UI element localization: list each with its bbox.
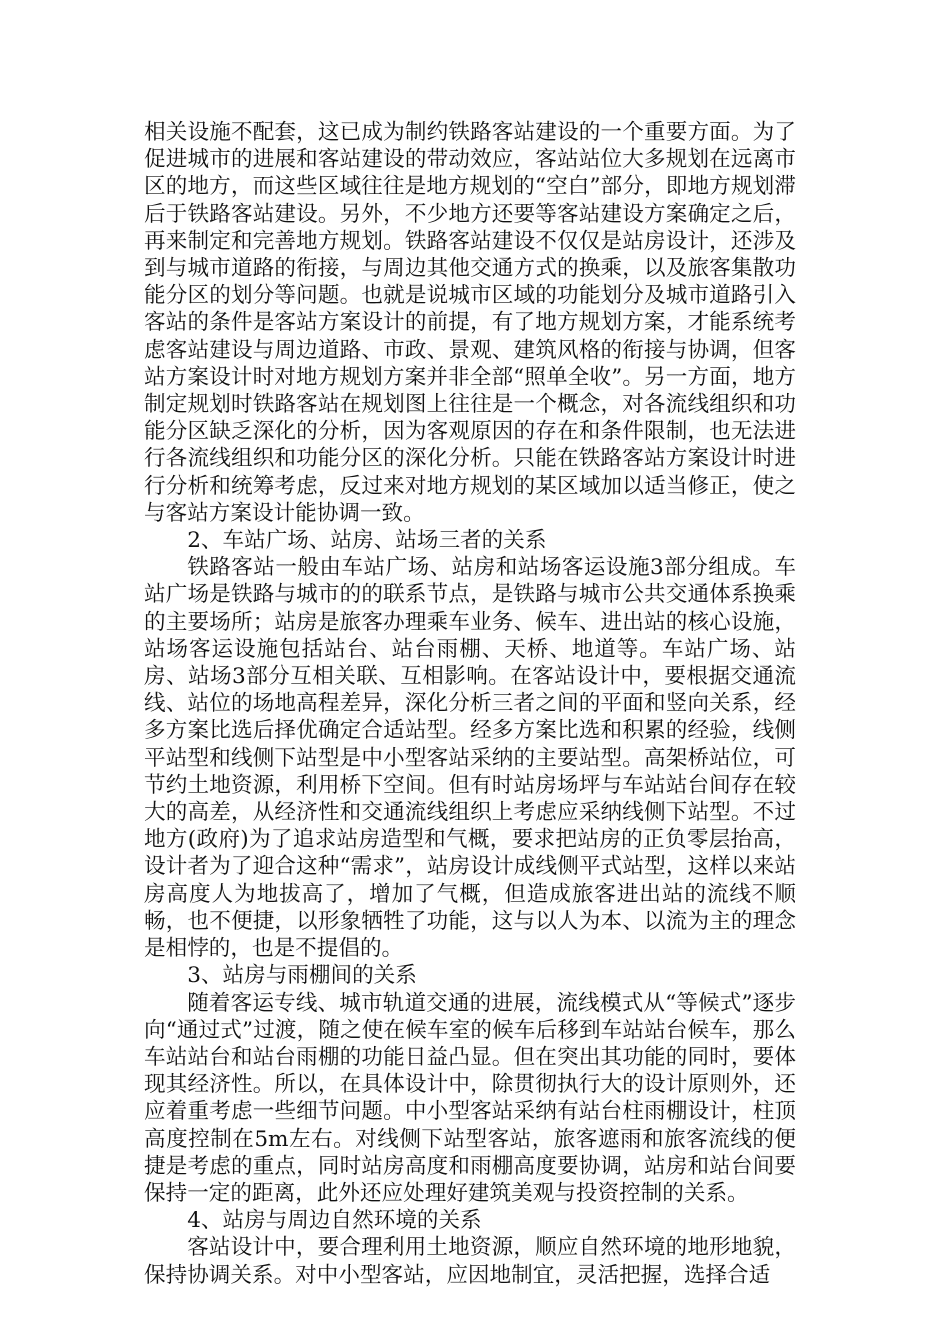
paragraph-section-4: 客站设计中，要合理利用土地资源，顺应自然环境的地形地貌，保持协调关系。对中小型客站，应因地制宜，灵活把握，选择合适: [144, 1235, 796, 1288]
paragraph-section-3: 随着客运专线、城市轨道交通的进展，流线模式从“等候式”逐步向“通过式”过渡，随之使在候车室的候车后移到车站站台候车，那么车站站台和站台雨棚的功能日益凸显。但在突出其功能的同时，要体现其经济性。所以，在具体设计中，除贯彻执行大的设计原则外，还应着重考虑一些细节问题。中小型客站采纳有站台柱雨棚设计，柱顶高度控制在5m左右。对线侧下站型客站，旅客遮雨和旅客流线的便捷是考虑的重点，同时站房高度和雨棚高度要协调，站房和站台间要保持一定的距离，此外还应处理好建筑美观与投资控制的关系。: [144, 990, 796, 1206]
paragraph-intro: 相关设施不配套，这已成为制约铁路客站建设的一个重要方面。为了促进城市的进展和客站建设的带动效应，客站站位大多规划在远离市区的地方，而这些区域往往是地方规划的“空白”部分，即地方规划滞后于铁路客站建设。另外，不少地方还要等客站建设方案确定之后，再来制定和完善地方规划。铁路客站建设不仅仅是站房设计，还涉及到与城市道路的衔接，与周边其他交通方式的换乘，以及旅客集散功能分区的划分等问题。也就是说城市区域的功能划分及城市道路引入客站的条件是客站方案设计的前提，有了地方规划方案，才能系统考虑客站建设与周边道路、市政、景观、建筑风格的衔接与协调，但客站方案设计时对地方规划方案并非全部“照单全收”。另一方面，地方制定规划时铁路客站在规划图上往往是一个概念，对各流线组织和功能分区缺乏深化的分析，因为客观原因的存在和条件限制，也无法进行各流线组织和功能分区的深化分析。只能在铁路客站方案设计时进行分析和统筹考虑，反过来对地方规划的某区域加以适当修正，使之与客站方案设计能协调一致。: [144, 120, 796, 526]
section-heading-4: 4、站房与周边自然环境的关系: [187, 1208, 482, 1234]
section-heading-3: 3、站房与雨棚间的关系: [187, 963, 417, 989]
section-heading-2: 2、车站广场、站房、站场三者的关系: [187, 528, 547, 554]
document-page: [144, 119, 796, 1289]
paragraph-section-2: 铁路客站一般由车站广场、站房和站场客运设施3部分组成。车站广场是铁路与城市的的联系节点，是铁路与城市公共交通体系换乘的主要场所；站房是旅客办理乘车业务、候车、进出站的核心设施，站场客运设施包括站台、站台雨棚、天桥、地道等。车站广场、站房、站场3部分互相关联、互相影响。在客站设计中，要根据交通流线、站位的场地高程差异，深化分析三者之间的平面和竖向关系，经多方案比选后择优确定合适站型。经多方案比选和积累的经验，线侧平站型和线侧下站型是中小型客站采纳的主要站型。高架桥站位，可节约土地资源，利用桥下空间。但有时站房场坪与车站站台间存在较大的高差，从经济性和交通流线组织上考虑应采纳线侧下站型。不过地方(政府)为了追求站房造型和气概，要求把站房的正负零层抬高，设计者为了迎合这种“需求”，站房设计成线侧平式站型，这样以来站房高度人为地拔高了，增加了气概，但造成旅客进出站的流线不顺畅，也不便捷，以形象牺牲了功能，这与以人为本、以流为主的理念是相悖的，也是不提倡的。: [144, 555, 796, 962]
